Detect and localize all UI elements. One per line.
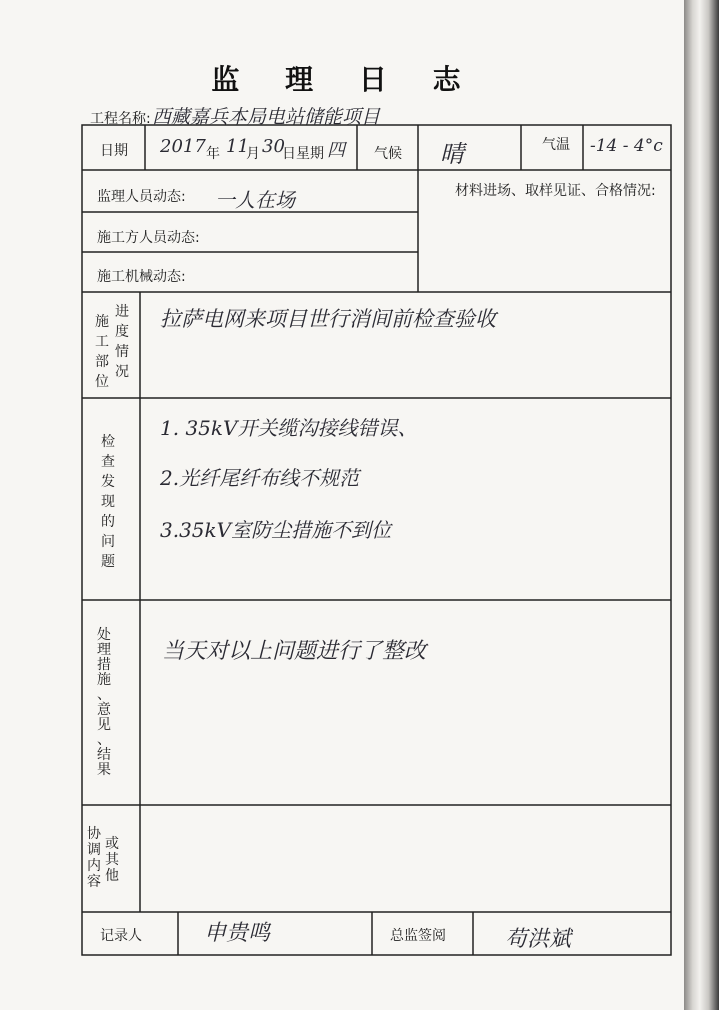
- date-year: 2017: [160, 136, 206, 157]
- machinery-label: 施工机械动态:: [97, 269, 186, 285]
- measures-text: 当天对以上问题进行了整改: [162, 639, 427, 664]
- week-value: 四: [327, 140, 345, 161]
- weather-label: 气候: [374, 146, 402, 162]
- progress-label-col1: 施 工 部 位: [95, 314, 109, 390]
- page-title: 监 理 日 志: [211, 63, 479, 96]
- supervisor-label: 监理人员动态:: [97, 189, 186, 205]
- notebook-binding: [684, 0, 719, 1010]
- contractor-label: 施工方人员动态:: [97, 230, 200, 246]
- date-day: 30: [262, 136, 285, 157]
- progress-text: 拉萨电网来项目世行消间前检查验收: [160, 307, 496, 331]
- date-year-suffix: 年: [206, 146, 220, 162]
- date-label: 日期: [100, 143, 128, 159]
- date-month-suffix: 月: [246, 146, 260, 162]
- issue-item-3: 3.35kV室防尘措施不到位: [160, 518, 392, 542]
- date-day-suffix: 日: [282, 146, 296, 162]
- project-label: 工程名称:: [90, 111, 151, 127]
- recorder-signature: 申贵鸣: [204, 921, 271, 946]
- project-value: 西藏嘉兵本局电站储能项目: [152, 106, 381, 128]
- issue-item-2: 2.光纤尾纤布线不规范: [160, 466, 360, 490]
- coordination-label-col2: 或 其 他: [105, 836, 119, 884]
- week-label: 星期: [296, 146, 324, 162]
- supervisor-value: 一人在场: [215, 188, 295, 212]
- issue-item-1: 1. 35kV开关缆沟接线错误、: [160, 416, 418, 440]
- chief-signature: 苟洪斌: [505, 927, 572, 952]
- issues-label: 检 查 发 现 的 问 题: [101, 434, 115, 570]
- chief-label: 总监签阅: [390, 928, 446, 944]
- measures-label: 处 理 措 施 、 意 见 、 结 果: [97, 627, 111, 778]
- date-month: 11: [226, 136, 249, 157]
- temp-value: -14 - 4°c: [590, 136, 663, 156]
- temp-label: 气温: [542, 137, 570, 153]
- coordination-label-col1: 协 调 内 容: [87, 826, 101, 890]
- weather-value: 晴: [440, 140, 464, 168]
- recorder-label: 记录人: [100, 928, 142, 944]
- materials-label: 材料进场、取样见证、合格情况:: [455, 183, 656, 199]
- progress-label-col2: 进 度 情 况: [115, 304, 129, 380]
